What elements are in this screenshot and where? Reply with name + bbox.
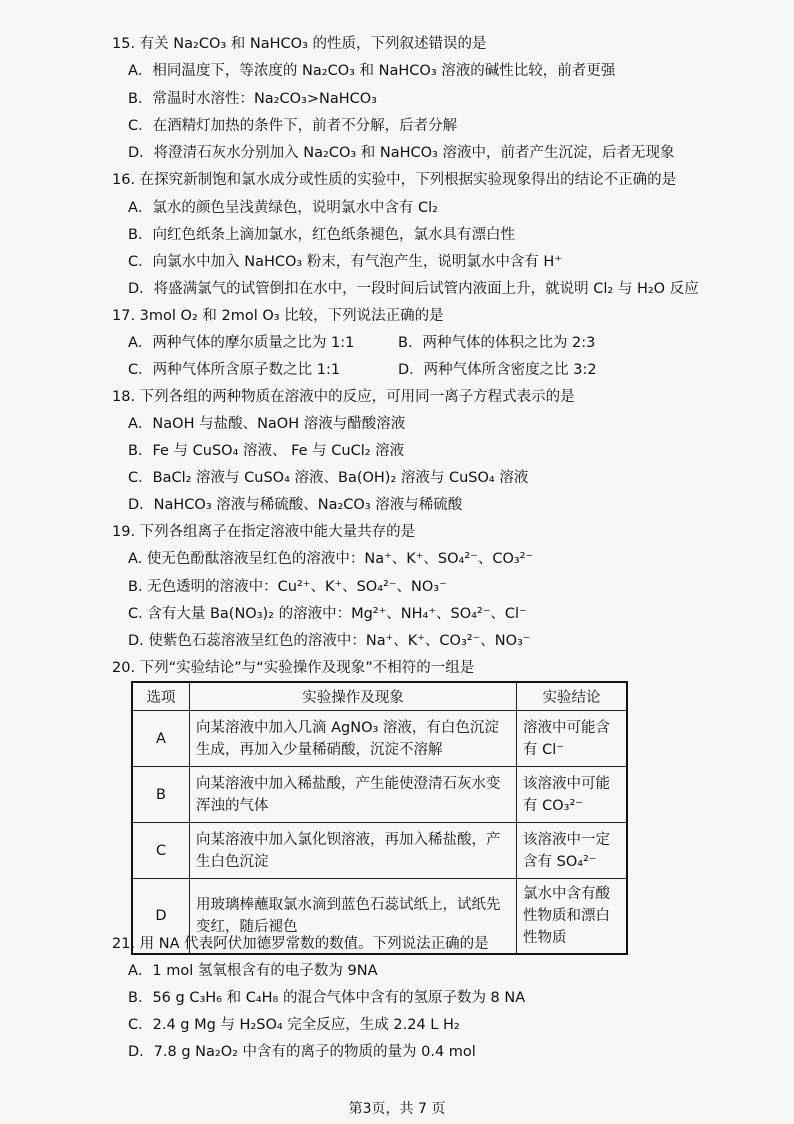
q18-option-a: A．NaOH 与盐酸、NaOH 溶液与醋酸溶液 [128,416,406,432]
q16-option-a: A．氯水的颜色呈浅黄绿色，说明氯水中含有 Cl₂ [128,200,438,216]
q21-option-a: A．1 mol 氢氧根含有的电子数为 9NA [128,963,378,979]
row-conclusion: 该溶液中可能有 CO₃²⁻ [517,767,628,823]
q16-option-c: C．向氯水中加入 NaHCO₃ 粉末，有气泡产生，说明氯水中含有 H⁺ [128,254,562,270]
row-option: C [132,823,190,879]
table-header-row [132,682,627,711]
row-option: B [132,767,190,823]
q18-option-d: D．NaHCO₃ 溶液与稀硫酸、Na₂CO₃ 溶液与稀硫酸 [128,497,463,513]
q19-option-d: D. 使紫色石蕊溶液呈红色的溶液中：Na⁺、K⁺、CO₃²⁻、NO₃⁻ [128,633,531,649]
q20-stem: 20. 下列“实验结论”与“实验操作及现象”不相符的一组是 [112,660,475,676]
q15-stem: 15. 有关 Na₂CO₃ 和 NaHCO₃ 的性质，下列叙述错误的是 [112,36,487,52]
q16-stem: 16. 在探究新制饱和氯水成分或性质的实验中，下列根据实验现象得出的结论不正确的是 [112,172,677,188]
q15-option-b: B．常温时水溶性：Na₂CO₃>NaHCO₃ [128,91,377,107]
row-conclusion: 氯水中含有酸性物质和漂白性物质 [517,879,628,955]
q17-stem: 17. 3mol O₂ 和 2mol O₃ 比较，下列说法正确的是 [112,308,444,324]
row-operation: 向某溶液中加入几滴 AgNO₃ 溶液，有白色沉淀生成，再加入少量稀硝酸，沉淀不溶解 [190,711,517,767]
q19-option-a: A. 使无色酚酞溶液呈红色的溶液中：Na⁺、K⁺、SO₄²⁻、CO₃²⁻ [128,551,534,567]
header-option: 选项 [132,682,190,711]
q18-stem: 18. 下列各组的两种物质在溶液中的反应，可用同一离子方程式表示的是 [112,389,575,405]
q15-option-c: C．在酒精灯加热的条件下，前者不分解，后者分解 [128,118,458,134]
q19-option-b: B. 无色透明的溶液中：Cu²⁺、K⁺、SO₄²⁻、NO₃⁻ [128,579,447,595]
q17-option-d: D．两种气体所含密度之比 3:2 [398,362,597,378]
q19-option-c: C. 含有大量 Ba(NO₃)₂ 的溶液中：Mg²⁺、NH₄⁺、SO₄²⁻、Cl⁻ [128,606,527,622]
q21-option-d: D．7.8 g Na₂O₂ 中含有的离子的物质的量为 0.4 mol [128,1044,476,1060]
q18-option-c: C．BaCl₂ 溶液与 CuSO₄ 溶液、Ba(OH)₂ 溶液与 CuSO₄ 溶液 [128,470,529,486]
table-row [132,767,627,823]
q17-option-b: B．两种气体的体积之比为 2:3 [398,335,596,351]
q15-option-d: D．将澄清石灰水分别加入 Na₂CO₃ 和 NaHCO₃ 溶液中，前者产生沉淀，后者无现象 [128,145,675,161]
row-operation: 向某溶液中加入氯化钡溶液，再加入稀盐酸，产生白色沉淀 [190,823,517,879]
header-conclusion: 实验结论 [517,682,628,711]
q17-option-a: A．两种气体的摩尔质量之比为 1:1 [128,335,355,351]
page-footer: 第3页，共 7 页 [348,1101,446,1117]
q21-option-c: C．2.4 g Mg 与 H₂SO₄ 完全反应，生成 2.24 L H₂ [128,1017,460,1033]
experiment-table [131,681,628,955]
table-row [132,711,627,767]
q17-option-c: C．两种气体所含原子数之比 1:1 [128,362,341,378]
q19-stem: 19. 下列各组离子在指定溶液中能大量共存的是 [112,524,416,540]
row-operation: 用玻璃棒蘸取氯水滴到蓝色石蕊试纸上，试纸先变红，随后褪色 [190,879,517,955]
q18-option-b: B．Fe 与 CuSO₄ 溶液、 Fe 与 CuCl₂ 溶液 [128,443,405,459]
q16-option-d: D．将盛满氯气的试管倒扣在水中，一段时间后试管内液面上升，就说明 Cl₂ 与 H₂O 反应 [128,281,699,297]
q15-option-a: A．相同温度下，等浓度的 Na₂CO₃ 和 NaHCO₃ 溶液的碱性比较，前者更强 [128,63,616,79]
q21-option-b: B．56 g C₃H₆ 和 C₄H₈ 的混合气体中含有的氢原子数为 8 NA [128,990,526,1006]
table-row [132,823,627,879]
row-operation: 向某溶液中加入稀盐酸，产生能使澄清石灰水变浑浊的气体 [190,767,517,823]
row-conclusion: 溶液中可能含有 Cl⁻ [517,711,628,767]
row-option: D [132,879,190,955]
q21-stem: 21. 用 NA 代表阿伏加德罗常数的数值。下列说法正确的是 [112,936,489,952]
row-option: A [132,711,190,767]
row-conclusion: 该溶液中一定含有 SO₄²⁻ [517,823,628,879]
header-operation: 实验操作及现象 [190,682,517,711]
q16-option-b: B．向红色纸条上滴加氯水，红色纸条褪色，氯水具有漂白性 [128,227,515,243]
